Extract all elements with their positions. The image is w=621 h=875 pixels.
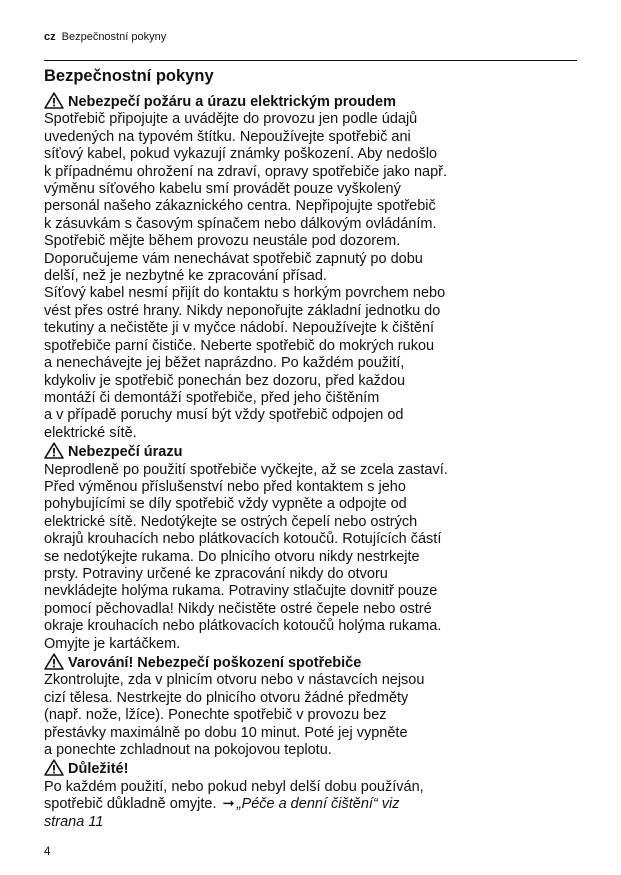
- warning-triangle-icon: [44, 653, 64, 670]
- text-line: Zkontrolujte, zda v plnicím otvoru nebo v nástavcích nejsou: [44, 672, 425, 689]
- text-line: (např. nože, lžíce). Ponechte spotřebič v provozu bez: [44, 707, 387, 724]
- text-line: nevkládejte holýma rukama. Potraviny stlačujte dovnitř pouze: [44, 583, 438, 600]
- text-line: prsty. Potraviny určené ke zpracování nikdy do otvoru: [44, 565, 388, 582]
- text-line: pohybujícími se díly spotřebič vždy vypněte a odpojte od: [44, 496, 407, 513]
- section-heading-appliance-damage: [44, 653, 577, 672]
- text-line: Před výměnou příslušenství nebo před kontaktem s jeho: [44, 478, 406, 495]
- text-line: se nedotýkejte rukama. Do plnicího otvoru nikdy nestrkejte: [44, 548, 420, 565]
- cross-reference-link[interactable]: „Péče a denní čištění“ viz: [236, 796, 400, 813]
- text-line: k případnému ohrožení na zdraví, opravy spotřebiče jako např.: [44, 163, 448, 180]
- text-line: přestávky maximálně po dobu 10 minut. Poté jej vypněte: [44, 724, 408, 741]
- text-fragment: spotřebič důkladně omyjte.: [44, 796, 217, 813]
- text-line: Doporučujeme vám nenechávat spotřebič zapnutý po dobu: [44, 250, 423, 267]
- section-heading-fire-electric: [44, 92, 577, 111]
- text-line: tekutiny a nečistěte ji v myčce nádobí. Nepoužívejte k čištění: [44, 320, 435, 337]
- section-heading-injury: [44, 442, 577, 461]
- warning-triangle-icon: [44, 759, 64, 776]
- text-line: elektrické sítě.: [44, 424, 137, 441]
- text-line: montáží či demontáží spotřebiče, před jeho čištěním: [44, 389, 380, 406]
- text-line: spotřebiče parní čističe. Neberte spotřebič do mokrých rukou: [44, 337, 435, 354]
- page-title: Bezpečnostní pokyny: [44, 67, 214, 85]
- text-line: a ponechte zchladnout na pokojovou teplotu.: [44, 742, 332, 759]
- text-line: okraje krouhacích nebo plátkovacích kotoučů holýma rukama.: [44, 618, 442, 635]
- text-line: a v případě poruchy musí být vždy spotřebič odpojen od: [44, 407, 404, 424]
- section-heading-text: Nebezpečí úrazu: [68, 444, 183, 461]
- safety-content: [44, 92, 577, 831]
- running-header: [44, 30, 166, 44]
- text-line: Po každém použití, nebo pokud nebyl delší dobu používán,: [44, 778, 424, 795]
- text-line-with-reference: [44, 796, 577, 813]
- page-number: 4: [44, 846, 51, 858]
- text-line: k zásuvkám s časovým spínačem nebo dálkovým ovládáním.: [44, 215, 437, 232]
- section-body-appliance-damage: [44, 672, 577, 759]
- text-line: uvedených na typovém štítku. Nepoužívejte spotřebič ani: [44, 128, 411, 145]
- section-body-important: [44, 779, 577, 831]
- text-line: Neprodleně po použití spotřebiče vyčkejte, až se zcela zastaví.: [44, 461, 448, 478]
- header-divider: [44, 60, 577, 61]
- text-line: a nenechávejte jej běžet naprázdno. Po každém použití,: [44, 355, 405, 372]
- section-body-injury: [44, 462, 577, 653]
- text-line: Omyjte je kartáčkem.: [44, 635, 181, 652]
- text-line: výměnu síťového kabelu smí provádět pouze vyškolený: [44, 181, 401, 198]
- warning-triangle-icon: [44, 442, 64, 459]
- text-line: síťový kabel, pokud vykazují známky poškození. Aby nedošlo: [44, 146, 438, 163]
- warning-triangle-icon: [44, 92, 64, 109]
- language-code: cz: [44, 31, 56, 43]
- text-line: personál našeho zákaznického centra. Nepřipojujte spotřebič: [44, 198, 436, 215]
- section-body-fire-electric: [44, 111, 577, 442]
- text-line: delší, než je nezbytné ke zpracování přísad.: [44, 268, 327, 285]
- cross-reference-arrow-icon: ➞: [222, 796, 235, 813]
- section-heading-important: [44, 759, 577, 778]
- text-line: kdykoliv je spotřebič ponechán bez dozoru, před každou: [44, 372, 406, 389]
- text-line: pomocí pěchovadla! Nikdy nečistěte ostré čepele nebo ostré: [44, 600, 432, 617]
- text-line: Spotřebič připojujte a uvádějte do provozu jen podle údajů: [44, 111, 418, 128]
- section-heading-text: Důležité!: [68, 761, 129, 778]
- section-heading-text: Varování! Nebezpečí poškození spotřebiče: [68, 655, 362, 671]
- text-line: okrajů krouhacích nebo plátkovacích kotoučů. Rotujících částí: [44, 531, 442, 548]
- text-line: Síťový kabel nesmí přijít do kontaktu s horkým povrchem nebo: [44, 285, 446, 302]
- section-heading-text: Nebezpečí požáru a úrazu elektrickým proudem: [68, 94, 396, 110]
- running-header-section: Bezpečnostní pokyny: [61, 31, 167, 43]
- text-line: vést přes ostré hrany. Nikdy neponořujte základní jednotku do: [44, 302, 441, 319]
- text-line: cizí tělesa. Nestrkejte do plnicího otvoru žádné předměty: [44, 689, 409, 706]
- cross-reference-page[interactable]: strana 11: [44, 813, 104, 830]
- text-line: Spotřebič mějte během provozu neustále pod dozorem.: [44, 233, 401, 250]
- text-line: elektrické sítě. Nedotýkejte se ostrých čepelí nebo ostrých: [44, 513, 418, 530]
